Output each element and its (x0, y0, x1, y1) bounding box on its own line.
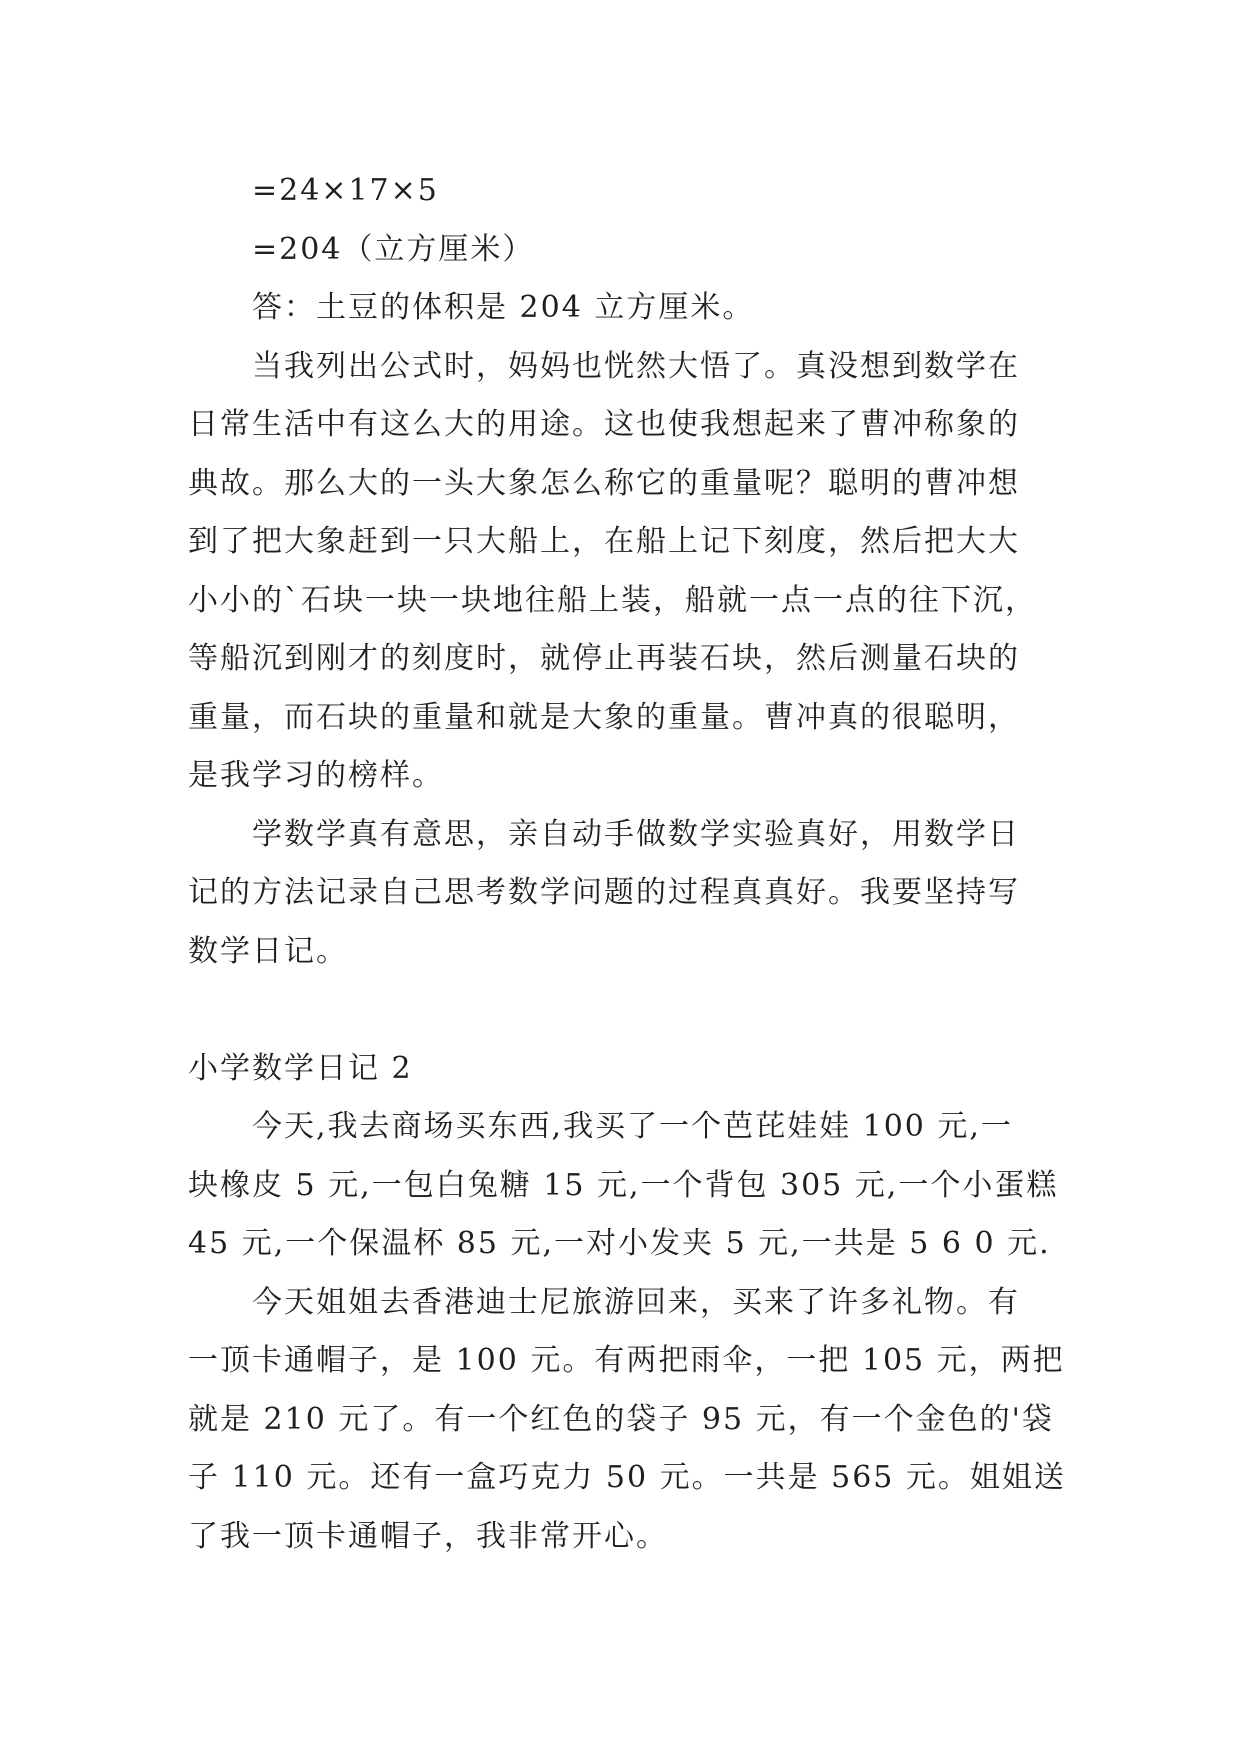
calc-line-2: =204（立方厘米） (252, 231, 535, 267)
paragraph-line: 小小的`石块一块一块地往船上装，船就一点一点的往下沉， (188, 582, 1037, 618)
paragraph-line: 日常生活中有这么大的用途。这也使我想起来了曹冲称象的 (188, 407, 1020, 442)
paragraph-line: 等船沉到刚才的刻度时，就停止再装石块，然后测量石块的 (188, 641, 1020, 676)
paragraph-line: 记的方法记录自己思考数学问题的过程真真好。我要坚持写 (188, 875, 1020, 910)
paragraph-line: 45 元,一个保温杯 85 元,一对小发夹 5 元,一共是 5 6 0 元. (188, 1226, 1051, 1261)
paragraph-line: 了我一顶卡通帽子，我非常开心。 (188, 1518, 668, 1554)
paragraph-line: 数学日记。 (188, 933, 348, 969)
paragraph-gifts (188, 1274, 1068, 1567)
paragraph-conclusion (188, 806, 1068, 982)
paragraph-cao-chong (188, 338, 1068, 806)
paragraph-line: 重量，而石块的重量和就是大象的重量。曹冲真的很聪明， (188, 699, 1020, 735)
paragraph-line: 是我学习的榜样。 (188, 758, 444, 793)
paragraph-line: 子 110 元。还有一盒巧克力 50 元。一共是 565 元。姐姐送 (188, 1460, 1066, 1495)
paragraph-line: 今天姐姐去香港迪士尼旅游回来，买来了许多礼物。有 (252, 1284, 1020, 1320)
paragraph-line: 当我列出公式时，妈妈也恍然大悟了。真没想到数学在 (252, 348, 1020, 384)
document-body (188, 162, 1068, 1566)
paragraph-line: 就是 210 元了。有一个红色的袋子 95 元，有一个金色的'袋 (188, 1401, 1054, 1437)
paragraph-line: 到了把大象赶到一只大船上，在船上记下刻度，然后把大大 (188, 524, 1020, 559)
paragraph-line: 典故。那么大的一头大象怎么称它的重量呢？聪明的曹冲想 (188, 465, 1020, 501)
paragraph-shopping (188, 1098, 1068, 1274)
section-spacer (188, 981, 1068, 1040)
paragraph-line: 学数学真有意思，亲自动手做数学实验真好，用数学日 (252, 816, 1020, 852)
section-title: 小学数学日记 2 (188, 1050, 413, 1086)
paragraph-line: 块橡皮 5 元,一包白兔糖 15 元,一个背包 305 元,一个小蛋糕 (188, 1167, 1059, 1203)
paragraph-line: 一顶卡通帽子，是 100 元。有两把雨伞，一把 105 元，两把 (188, 1343, 1065, 1378)
calc-answer: 答：土豆的体积是 204 立方厘米。 (252, 290, 755, 325)
calc-line-1: =24×17×5 (252, 173, 439, 208)
paragraph-line: 今天,我去商场买东西,我买了一个芭芘娃娃 100 元,一 (252, 1109, 1013, 1144)
